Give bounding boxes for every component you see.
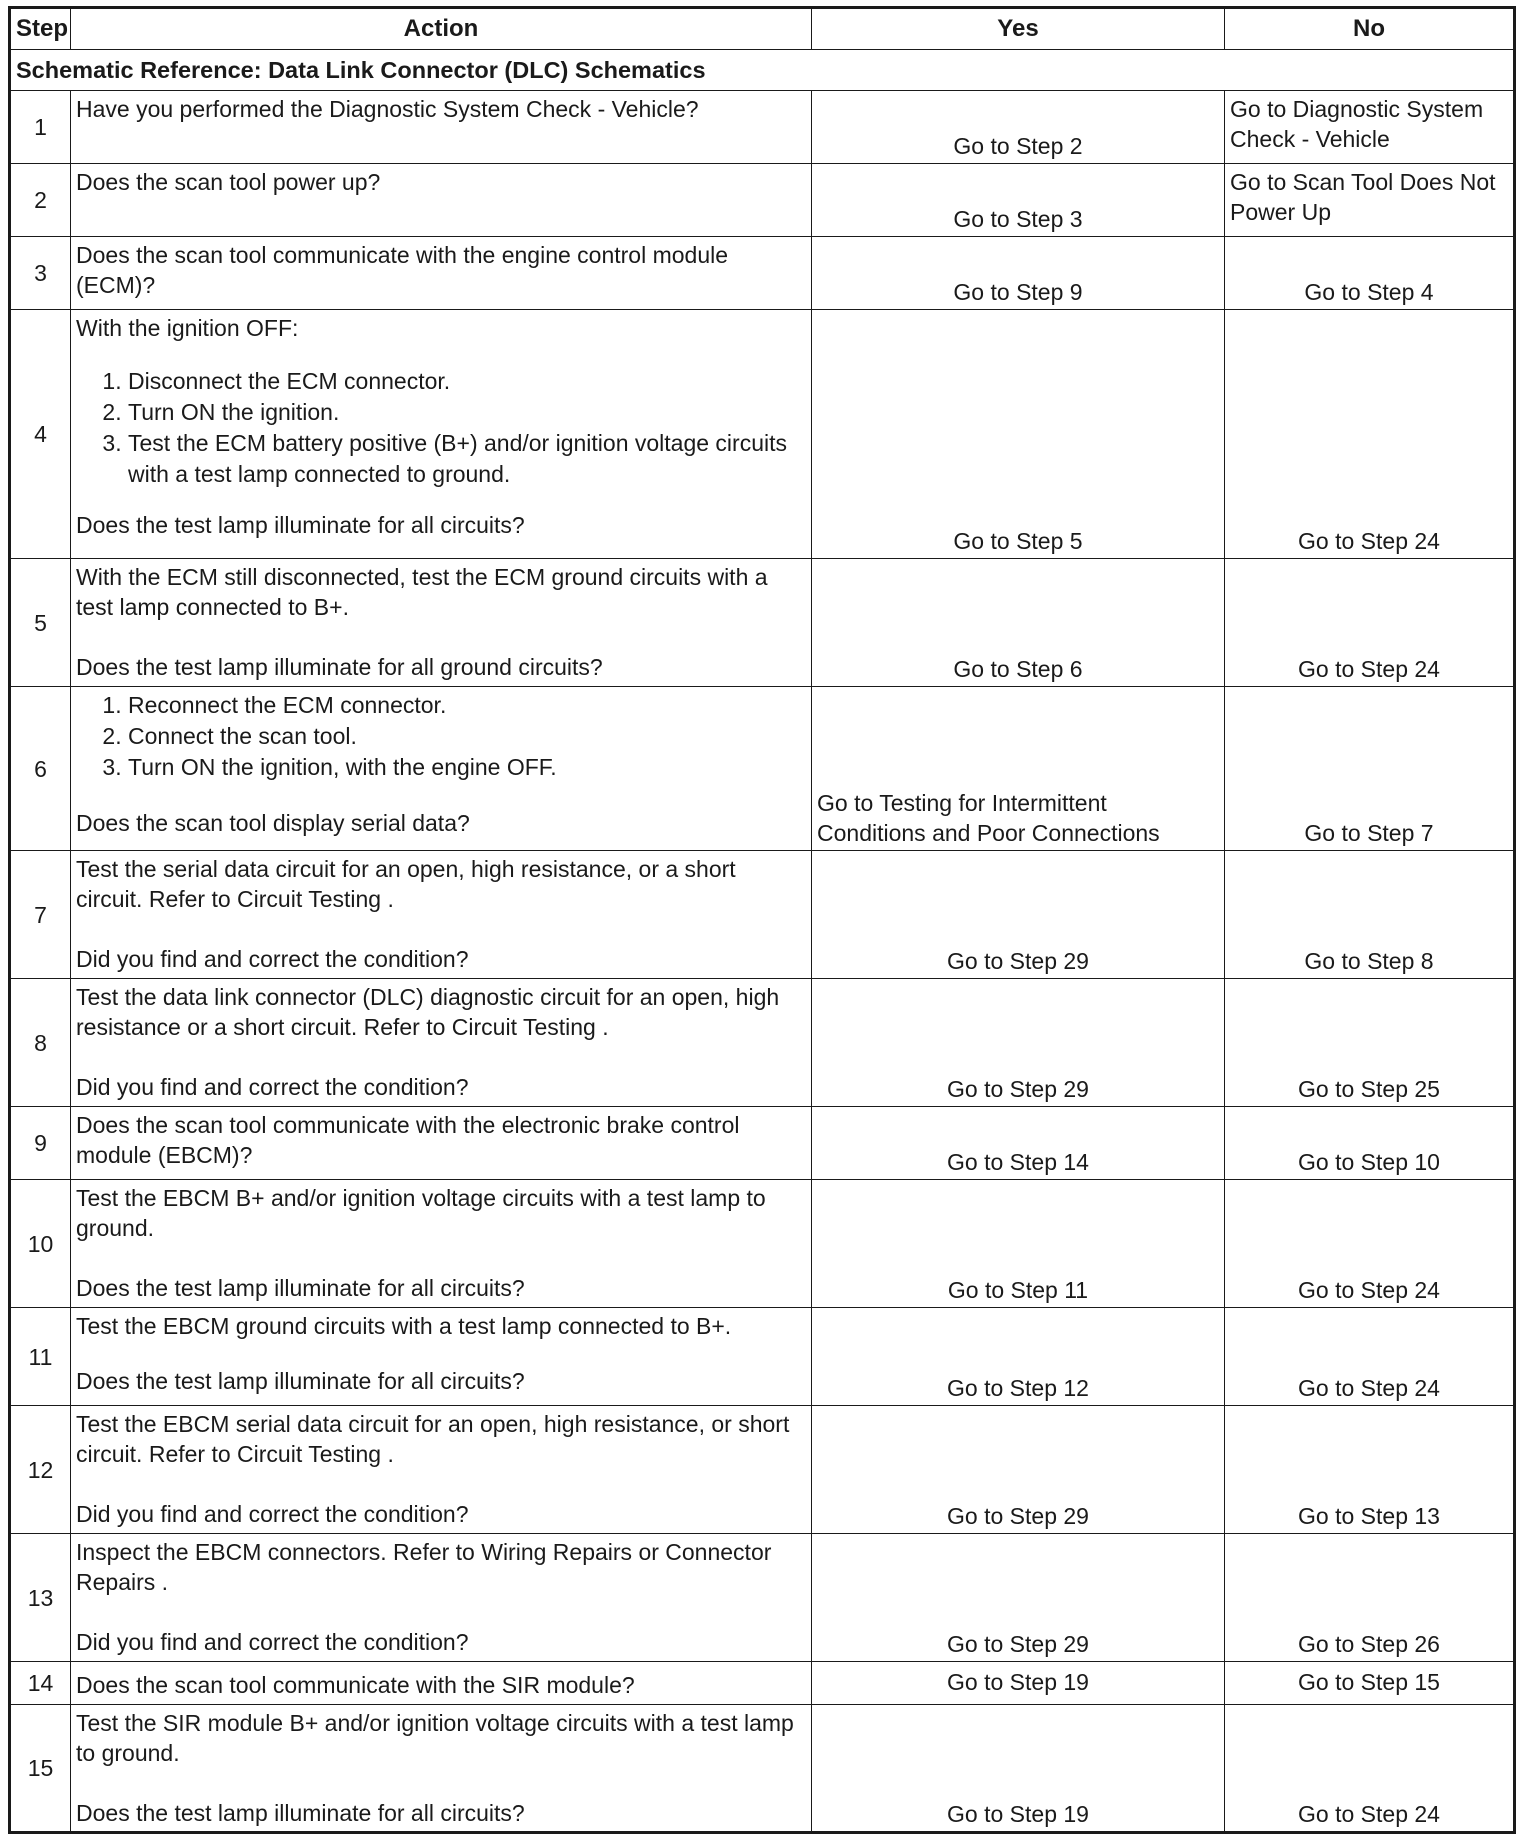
- no-result: Go to Step 24: [1225, 1308, 1515, 1406]
- table-row: [10, 1406, 1515, 1534]
- action-text: Does the scan tool communicate with the engine control module (ECM)?: [71, 237, 812, 310]
- table-row: [10, 559, 1515, 687]
- table-row: [10, 237, 1515, 310]
- action-intro: Test the EBCM ground circuits with a test lamp connected to B+.: [76, 1313, 732, 1339]
- yes-result: Go to Step 2: [812, 91, 1225, 164]
- no-result: Go to Scan Tool Does Not Power Up: [1225, 164, 1515, 237]
- no-result: Go to Step 24: [1225, 310, 1515, 559]
- no-result: Go to Step 13: [1225, 1406, 1515, 1534]
- action-intro: With the ECM still disconnected, test the ECM ground circuits with a test lamp connected to B+.: [76, 564, 768, 620]
- no-result: Go to Step 24: [1225, 559, 1515, 687]
- header-yes: Yes: [812, 8, 1225, 50]
- action-intro: Test the EBCM serial data circuit for an open, high resistance, or short circuit. Refer to Circuit Testing .: [76, 1411, 790, 1467]
- action-intro: Inspect the EBCM connectors. Refer to Wiring Repairs or Connector Repairs .: [76, 1539, 772, 1595]
- header-action: Action: [71, 8, 812, 50]
- action-question: Did you find and correct the condition?: [76, 1501, 469, 1527]
- action-cell: [71, 687, 812, 851]
- list-item: 1. Disconnect the ECM connector.: [128, 366, 806, 397]
- action-cell: [71, 559, 812, 687]
- no-result: Go to Step 15: [1225, 1662, 1515, 1705]
- action-question: Does the test lamp illuminate for all circuits?: [76, 1800, 525, 1826]
- procedure-list: [76, 690, 806, 783]
- step-number: 13: [10, 1534, 71, 1662]
- action-cell: [71, 1308, 812, 1406]
- step-number: 7: [10, 851, 71, 979]
- yes-result: Go to Step 12: [812, 1308, 1225, 1406]
- step-number: 15: [10, 1705, 71, 1833]
- no-result: Go to Step 26: [1225, 1534, 1515, 1662]
- action-cell: [71, 1534, 812, 1662]
- action-cell: [71, 1180, 812, 1308]
- table-row: [10, 979, 1515, 1107]
- action-question: Does the test lamp illuminate for all circuits?: [76, 512, 525, 538]
- action-intro: With the ignition OFF:: [76, 315, 299, 341]
- diagnostic-table-container: [8, 6, 1513, 1834]
- yes-result: Go to Step 29: [812, 1406, 1225, 1534]
- action-question: Did you find and correct the condition?: [76, 1074, 469, 1100]
- header-no: No: [1225, 8, 1515, 50]
- table-row: [10, 1107, 1515, 1180]
- action-cell: [71, 1406, 812, 1534]
- action-question: Did you find and correct the condition?: [76, 1629, 469, 1655]
- table-row: [10, 91, 1515, 164]
- list-item: 3. Turn ON the ignition, with the engine OFF.: [128, 752, 806, 783]
- step-number: 5: [10, 559, 71, 687]
- table-row: [10, 310, 1515, 559]
- list-item: 2. Turn ON the ignition.: [128, 397, 806, 428]
- no-result: Go to Step 25: [1225, 979, 1515, 1107]
- table-row: [10, 687, 1515, 851]
- step-number: 12: [10, 1406, 71, 1534]
- list-item: 3. Test the ECM battery positive (B+) and/or ignition voltage circuits with a test lamp connected to ground.: [128, 428, 806, 490]
- table-row: [10, 1308, 1515, 1406]
- no-result: Go to Step 10: [1225, 1107, 1515, 1180]
- no-result: Go to Step 24: [1225, 1705, 1515, 1833]
- action-question: Does the test lamp illuminate for all circuits?: [76, 1275, 525, 1301]
- action-question: Does the test lamp illuminate for all circuits?: [76, 1368, 525, 1394]
- action-question: Does the test lamp illuminate for all ground circuits?: [76, 654, 603, 680]
- step-number: 8: [10, 979, 71, 1107]
- schematic-reference-row: [10, 50, 1515, 91]
- table-row: [10, 1705, 1515, 1833]
- list-item: 1. Reconnect the ECM connector.: [128, 690, 806, 721]
- table-row: [10, 1180, 1515, 1308]
- procedure-list: [76, 366, 806, 490]
- action-cell: [71, 979, 812, 1107]
- step-number: 9: [10, 1107, 71, 1180]
- yes-result: Go to Step 29: [812, 979, 1225, 1107]
- diagnostic-table: [8, 6, 1516, 1834]
- action-question: Did you find and correct the condition?: [76, 946, 469, 972]
- action-question: Does the scan tool display serial data?: [76, 810, 470, 836]
- action-text: Does the scan tool communicate with the electronic brake control module (EBCM)?: [71, 1107, 812, 1180]
- no-result: Go to Step 7: [1225, 687, 1515, 851]
- step-number: 4: [10, 310, 71, 559]
- action-cell: [71, 310, 812, 559]
- yes-result: Go to Step 29: [812, 1534, 1225, 1662]
- yes-result: Go to Step 3: [812, 164, 1225, 237]
- no-result: Go to Step 4: [1225, 237, 1515, 310]
- action-intro: Test the EBCM B+ and/or ignition voltage circuits with a test lamp to ground.: [76, 1185, 766, 1241]
- yes-result: Go to Step 19: [812, 1662, 1225, 1705]
- table-row: [10, 164, 1515, 237]
- action-text: Does the scan tool power up?: [71, 164, 812, 237]
- header-step: Step: [10, 8, 71, 50]
- list-item: 2. Connect the scan tool.: [128, 721, 806, 752]
- action-intro: Test the serial data circuit for an open, high resistance, or a short circuit. Refer to Circuit Testing .: [76, 856, 736, 912]
- yes-result: Go to Step 14: [812, 1107, 1225, 1180]
- action-cell: [71, 1705, 812, 1833]
- yes-result: Go to Step 19: [812, 1705, 1225, 1833]
- step-number: 1: [10, 91, 71, 164]
- step-number: 14: [10, 1662, 71, 1705]
- no-result: Go to Step 8: [1225, 851, 1515, 979]
- yes-result: Go to Step 6: [812, 559, 1225, 687]
- action-text: Have you performed the Diagnostic System Check - Vehicle?: [71, 91, 812, 164]
- action-intro: Test the data link connector (DLC) diagnostic circuit for an open, high resistance or a short circuit. Refer to Circuit Testing .: [76, 984, 780, 1040]
- no-result: Go to Step 24: [1225, 1180, 1515, 1308]
- table-row: [10, 1534, 1515, 1662]
- yes-result: Go to Step 5: [812, 310, 1225, 559]
- action-text: Does the scan tool communicate with the SIR module?: [71, 1662, 812, 1705]
- step-number: 2: [10, 164, 71, 237]
- action-cell: [71, 851, 812, 979]
- yes-result: Go to Step 11: [812, 1180, 1225, 1308]
- schematic-reference: Schematic Reference: Data Link Connector (DLC) Schematics: [10, 50, 1515, 91]
- yes-result: Go to Step 9: [812, 237, 1225, 310]
- no-result: Go to Diagnostic System Check - Vehicle: [1225, 91, 1515, 164]
- table-row: [10, 851, 1515, 979]
- table-row: [10, 1662, 1515, 1705]
- yes-result: Go to Testing for Intermittent Conditions and Poor Connections: [812, 687, 1225, 851]
- yes-result: Go to Step 29: [812, 851, 1225, 979]
- step-number: 6: [10, 687, 71, 851]
- action-intro: Test the SIR module B+ and/or ignition voltage circuits with a test lamp to ground.: [76, 1710, 794, 1766]
- step-number: 3: [10, 237, 71, 310]
- step-number: 11: [10, 1308, 71, 1406]
- header-row: [10, 8, 1515, 50]
- step-number: 10: [10, 1180, 71, 1308]
